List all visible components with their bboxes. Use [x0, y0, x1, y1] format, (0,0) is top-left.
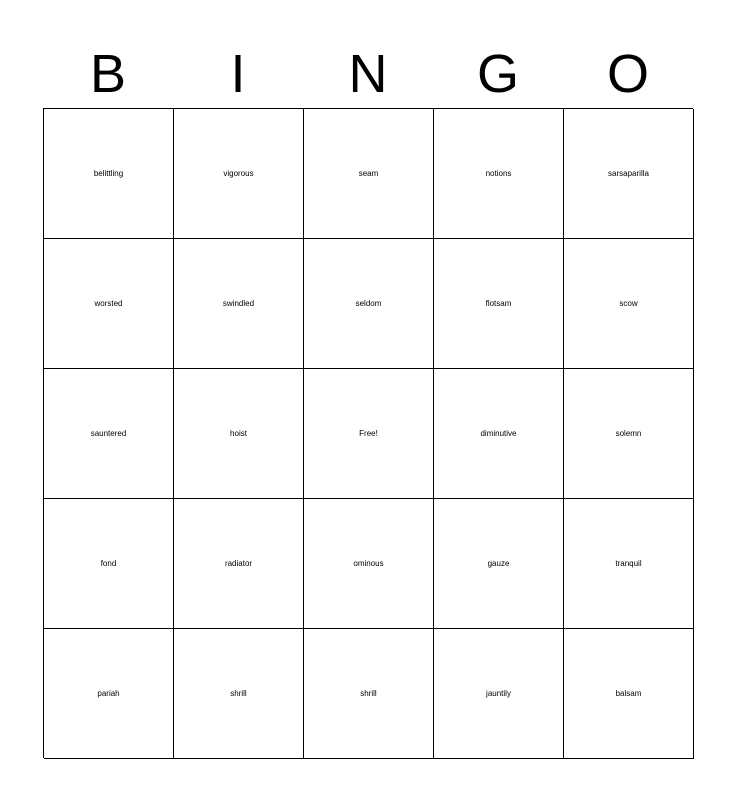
bingo-cell[interactable]: seldom — [304, 239, 434, 369]
bingo-cell[interactable]: sauntered — [44, 369, 174, 499]
header-letter-o: O — [606, 44, 649, 104]
bingo-cell[interactable]: fond — [44, 499, 174, 629]
bingo-cell[interactable]: hoist — [174, 369, 304, 499]
bingo-cell[interactable]: tranquil — [564, 499, 694, 629]
bingo-cell[interactable]: seam — [304, 109, 434, 239]
free-space-cell[interactable]: Free! — [304, 369, 434, 499]
bingo-cell[interactable]: radiator — [174, 499, 304, 629]
header-letter-i: I — [230, 44, 246, 104]
header-letter-n: N — [348, 44, 388, 104]
bingo-grid — [43, 108, 693, 758]
bingo-cell[interactable]: shrill — [174, 629, 304, 759]
bingo-cell[interactable]: pariah — [44, 629, 174, 759]
bingo-cell[interactable]: jauntily — [434, 629, 564, 759]
bingo-cell[interactable]: ominous — [304, 499, 434, 629]
bingo-cell[interactable]: flotsam — [434, 239, 564, 369]
bingo-cell[interactable]: vigorous — [174, 109, 304, 239]
bingo-cell[interactable]: swindled — [174, 239, 304, 369]
bingo-cell[interactable]: diminutive — [434, 369, 564, 499]
bingo-cell[interactable]: notions — [434, 109, 564, 239]
bingo-cell[interactable]: solemn — [564, 369, 694, 499]
bingo-cell[interactable]: worsted — [44, 239, 174, 369]
header-letter-b: B — [89, 44, 127, 104]
bingo-cell[interactable]: balsam — [564, 629, 694, 759]
bingo-cell[interactable]: shrill — [304, 629, 434, 759]
bingo-header — [43, 40, 693, 108]
bingo-cell[interactable]: gauze — [434, 499, 564, 629]
bingo-cell[interactable]: sarsaparilla — [564, 109, 694, 239]
header-letter-g: G — [476, 44, 519, 104]
bingo-cell[interactable]: belittling — [44, 109, 174, 239]
bingo-cell[interactable]: scow — [564, 239, 694, 369]
